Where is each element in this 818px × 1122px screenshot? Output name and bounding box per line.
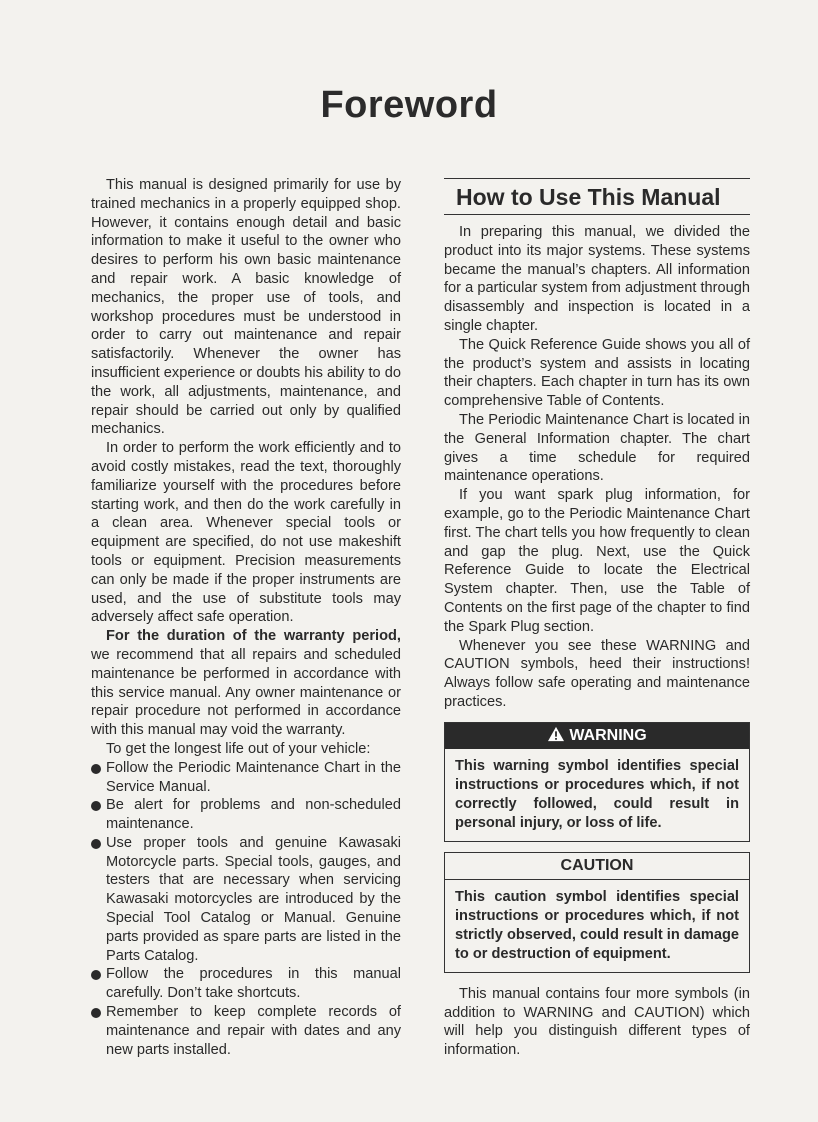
left-column: [91, 176, 401, 1059]
warranty-lead: For the duration of the warranty period,: [106, 628, 401, 645]
warning-box: [444, 722, 750, 842]
caution-header: CAUTION: [445, 853, 749, 880]
symbols-paragraph: Whenever you see these WARNING and CAUTION symbols, heed their instructions! Always follow safe operating and maintenance practices.: [444, 637, 750, 710]
longest-life-paragraph: To get the longest life out of your vehicle:: [106, 740, 371, 757]
list-item: [91, 834, 401, 966]
list-item-text: Follow the Periodic Maintenance Chart in the Service Manual.: [106, 759, 401, 795]
caution-box: [444, 852, 750, 973]
warning-triangle-icon: [547, 726, 565, 742]
maintenance-chart-paragraph: The Periodic Maintenance Chart is located in the General Information chapter. The chart gives a time schedule for required maintenance operations.: [444, 411, 750, 485]
bullet-icon: [91, 1008, 101, 1018]
warranty-text: we recommend that all repairs and scheduled maintenance be performed in accordance with this service manual. Any owner maintenance or repair procedure not performed in accordance with this manual may void the warranty.: [91, 646, 401, 739]
warning-label: WARNING: [569, 726, 647, 744]
warning-header: [445, 723, 749, 749]
closing-paragraph: This manual contains four more symbols (in addition to WARNING and CAUTION) which will help you distinguish different types of information.: [444, 985, 750, 1059]
tips-list: [91, 759, 401, 1060]
bullet-icon: [91, 764, 101, 774]
quick-reference-paragraph: The Quick Reference Guide shows you all of the product’s system and assists in locating their chapters. Each chapter in turn has its own comprehensive Table of Contents.: [444, 336, 750, 410]
efficiency-paragraph: In order to perform the work efficiently and to avoid costly mistakes, read the text, thoroughly familiarize yourself with the procedures before starting work, and then do the work carefully in a clean area. Whenever special tools or equipment are specified, do not use makeshift tools or equipment. Precision measurements can only be made if the proper instruments are used, and the use of substitute tools may adversely affect safe operation.: [91, 440, 401, 626]
bullet-icon: [91, 970, 101, 980]
bullet-icon: [91, 839, 101, 849]
list-item: [91, 759, 401, 797]
list-item-text: Remember to keep complete records of maintenance and repair with dates and any new parts installed.: [106, 1004, 401, 1058]
right-column: [444, 178, 750, 1060]
warning-text: This warning symbol identifies special instructions or procedures which, if not correctly followed, could result in personal injury, or loss of life.: [455, 757, 739, 831]
list-item-text: Use proper tools and genuine Kawasaki Motorcycle parts. Special tools, gauges, and testers that are necessary when servicing Kawasaki motorcycles are introduced by the Special Tool Catalog or Manual. Genuine parts provided as spare parts are listed in the Parts Catalog.: [106, 834, 401, 964]
list-item-text: Follow the procedures in this manual carefully. Don’t take shortcuts.: [106, 966, 401, 1002]
systems-paragraph: In preparing this manual, we divided the product into its major systems. These systems became the manual’s chapters. All information for a particular system from adjustment through disassembly and inspection is located in a single chapter.: [444, 224, 750, 334]
warranty-paragraph: [91, 627, 401, 740]
caution-text: This caution symbol identifies special instructions or procedures which, if not strictly observed, could result in damage to or destruction of equipment.: [455, 888, 739, 962]
bullet-icon: [91, 801, 101, 811]
list-item: [91, 1003, 401, 1059]
list-item: [91, 796, 401, 834]
list-item: [91, 965, 401, 1003]
section-heading: How to Use This Manual: [444, 178, 750, 215]
intro-paragraph: This manual is designed primarily for use by trained mechanics in a properly equipped shop. However, it contains enough detail and basic information to make it useful to the owner who desires to perform his own basic maintenance and repair work. A basic knowledge of mechanics, the proper use of tools, and workshop procedures must be understood in order to carry out maintenance and repair satisfactorily. Whenever the owner has insufficient experience or doubts his ability to do the work, all adjustments, maintenance, and repair should be carried out only by qualified mechanics.: [91, 177, 401, 438]
spark-plug-paragraph: If you want spark plug information, for example, go to the Periodic Maintenance Chart first. The chart tells you how frequently to clean and gap the plug. Next, use the Quick Reference Guide to locate the Electrical System chapter. Then, use the Table of Contents on the first page of the chapter to find the Spark Plug section.: [444, 487, 750, 635]
list-item-text: Be alert for problems and non-scheduled maintenance.: [106, 797, 401, 833]
page-title: Foreword: [320, 84, 498, 126]
